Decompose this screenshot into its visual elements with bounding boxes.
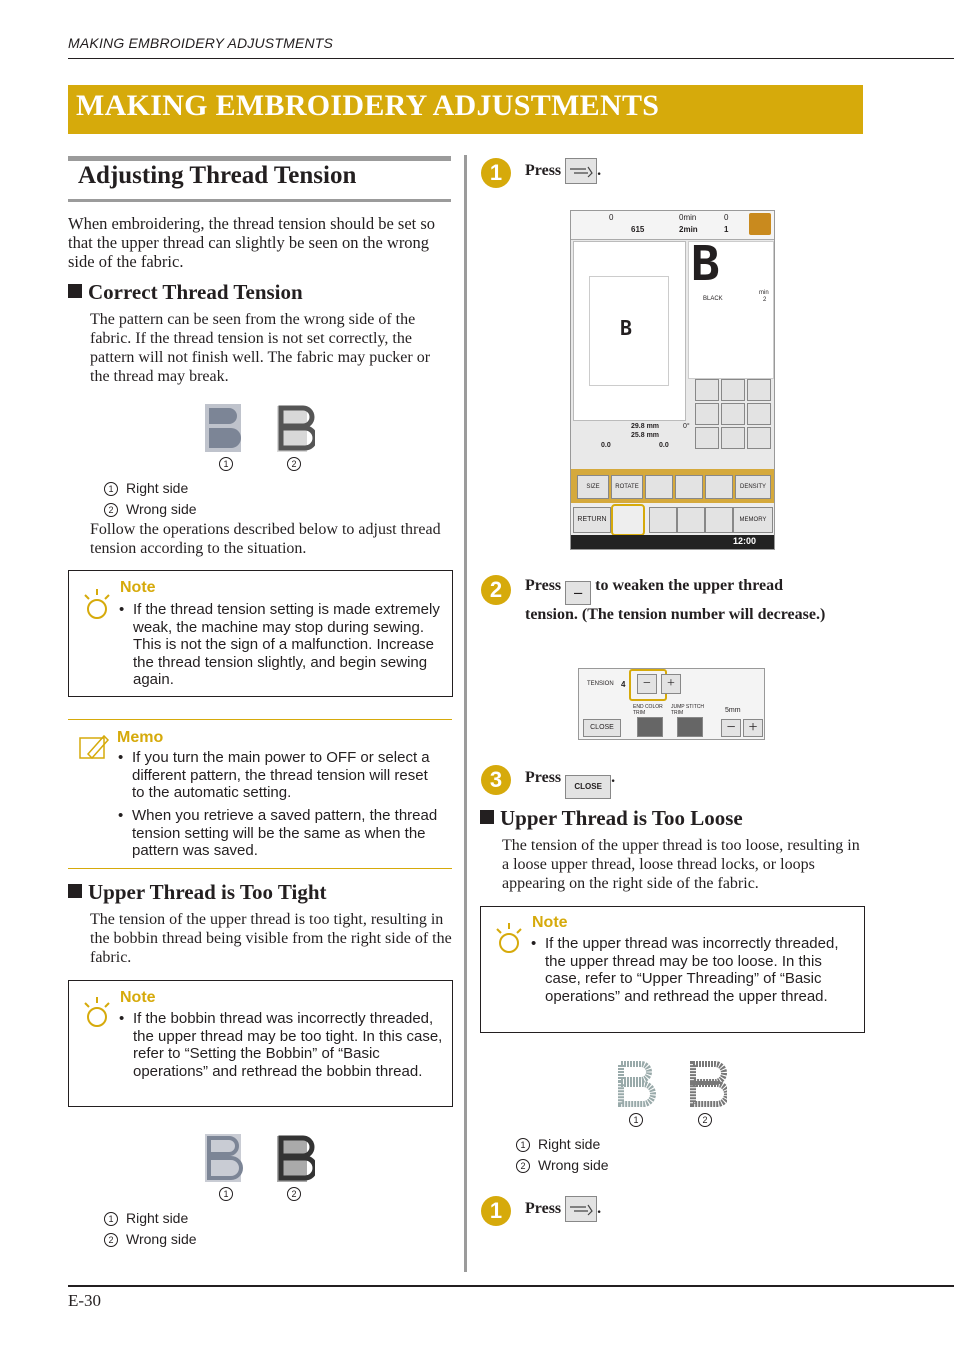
- tight-text: The tension of the upper thread is too tight, resulting in the bobbin thread being visible from the right side of the fabric.: [90, 911, 452, 966]
- move-arrow-pad: [695, 379, 771, 451]
- tension-panel: TENSION 4 − + END COLOR TRIM JUMP STITCH TRIM 5mm CLOSE − +: [578, 668, 765, 740]
- home-icon[interactable]: [749, 213, 771, 235]
- chapter-title: MAKING EMBROIDERY ADJUSTMENTS: [76, 89, 660, 122]
- screen-status-bar: 12:00: [571, 535, 774, 549]
- density-button[interactable]: DENSITY: [735, 475, 771, 499]
- caption-wrong-side: 2 Wrong side: [104, 501, 197, 517]
- step-1-text: Press .: [525, 158, 601, 184]
- end-color-trim-button[interactable]: [637, 717, 663, 737]
- tension-plus-button[interactable]: +: [661, 674, 681, 694]
- footer-rule: [68, 1285, 954, 1287]
- memo-rule-bottom: [68, 868, 452, 869]
- close-button[interactable]: CLOSE: [583, 719, 621, 737]
- note-title: Note: [532, 914, 568, 931]
- correct-text: The pattern can be seen from the wrong side of the fabric. If the thread tension is not set correctly, the pattern will not finish well. The fabric may pucker or the thread may break.: [90, 311, 431, 385]
- loose-heading: Upper Thread is Too Loose: [480, 806, 743, 831]
- arrow-up-button[interactable]: [721, 379, 745, 401]
- note-text: • If the upper thread was incorrectly threaded, the upper thread may be too loose. In this case, refer to “Upper Threading” of “Basic operations” and rethread the upper thread.: [531, 935, 839, 1005]
- caption-right-side: 1 Right side: [104, 480, 188, 496]
- scissors-icon: [566, 1197, 596, 1221]
- pattern-info-panel: B BLACK min 2: [688, 241, 774, 379]
- thread-tension-key[interactable]: [565, 158, 597, 184]
- step-number-1: 1: [481, 158, 511, 188]
- memory-button[interactable]: MEMORY: [733, 507, 773, 533]
- pattern-preview: B: [620, 316, 633, 340]
- function-button-row: [571, 503, 774, 535]
- arrow-downright-button[interactable]: [747, 427, 771, 449]
- pattern-thumbnail: B: [691, 236, 720, 292]
- step-2-text: Press – to weaken the upper thread: [525, 575, 855, 605]
- caption-wrong-side: 2 Wrong side: [516, 1157, 609, 1173]
- lightbulb-icon: [83, 589, 111, 623]
- rotate-button[interactable]: ROTATE: [611, 475, 643, 499]
- loose-text: The tension of the upper thread is too loose, resulting in a loose upper thread, loose thread locks, or loops appearing on the right side of the fabric.: [502, 837, 860, 892]
- tight-sample-images: [203, 1132, 315, 1189]
- tension-minus-button[interactable]: −: [637, 674, 657, 694]
- step-2-text-cont: tension. (The tension number will decrease.): [525, 606, 826, 623]
- follow-text: Follow the operations described below to adjust thread tension according to the situation.: [90, 521, 441, 557]
- loose-sample-images: [615, 1058, 727, 1115]
- intro-paragraph: When embroidering, the thread tension should be set so that the upper thread can slightly be seen on the wrong side of the fabric.: [68, 214, 436, 271]
- center-button[interactable]: [721, 403, 745, 425]
- callout-1: 1: [219, 1185, 241, 1203]
- tension-key-highlight[interactable]: [611, 504, 645, 536]
- arrow-upright-button[interactable]: [747, 379, 771, 401]
- correct-sample-images: [203, 402, 315, 459]
- note-box: [68, 570, 453, 697]
- trim-minus-button[interactable]: −: [721, 719, 741, 737]
- close-key[interactable]: CLOSE: [565, 775, 611, 799]
- header-rule: [68, 58, 954, 59]
- trial-button[interactable]: [677, 507, 705, 533]
- thread-tension-key[interactable]: [565, 1196, 597, 1222]
- running-header: MAKING EMBROIDERY ADJUSTMENTS: [68, 35, 334, 51]
- caption-right-side: 1 Right side: [516, 1136, 600, 1152]
- note-box: [480, 906, 865, 1033]
- arrow-down-button[interactable]: [721, 427, 745, 449]
- column-divider: [464, 155, 467, 1272]
- size-button[interactable]: SIZE: [577, 475, 609, 499]
- screen-top-bar: 0 615 0min 2min 0 1: [571, 211, 774, 240]
- embroidery-frame-area: [573, 241, 686, 421]
- callout-1: 1: [629, 1111, 651, 1129]
- step-3-text: Press CLOSE.: [525, 769, 615, 799]
- arrow-left-button[interactable]: [695, 403, 719, 425]
- note-text: • If the thread tension setting is made extremely weak, the machine may stop during sewing. This is not the sign of a malfunction. Increase the thread tension slightly, and begin sewing again.: [119, 601, 440, 688]
- callout-1: 1: [219, 455, 241, 473]
- caption-wrong-side: 2 Wrong side: [104, 1231, 197, 1247]
- needle-button[interactable]: [649, 507, 677, 533]
- return-button[interactable]: RETURN: [573, 507, 611, 533]
- step-number-2: 2: [481, 575, 511, 605]
- note-title: Note: [120, 989, 156, 1006]
- tight-heading: Upper Thread is Too Tight: [68, 880, 327, 905]
- border-button[interactable]: [675, 475, 703, 499]
- memo-item-2: • When you retrieve a saved pattern, the thread tension setting will be the same as when the pattern was saved.: [118, 807, 438, 859]
- memo-box: [68, 728, 452, 868]
- lightbulb-icon: [83, 997, 111, 1031]
- chapter-banner: [68, 85, 863, 134]
- machine-screen: 0 615 0min 2min 0 1 B B BLACK min 2 29.8 mm 25.8 mm 0° 0.0 0.0 SIZE ROTATE DENSITY RETURN MEMORY 12:00: [570, 210, 775, 550]
- trim-plus-button[interactable]: +: [743, 719, 763, 737]
- memo-title: Memo: [117, 729, 164, 746]
- edit-button-row: [571, 469, 774, 503]
- arrow-upleft-button[interactable]: [695, 379, 719, 401]
- pencil-icon: [78, 732, 110, 760]
- callout-2: 2: [698, 1111, 720, 1129]
- mirror-button[interactable]: [645, 475, 673, 499]
- thread-sample-graphic: [203, 1132, 315, 1184]
- scissors-icon: [566, 159, 596, 183]
- correct-heading: Correct Thread Tension: [68, 280, 303, 305]
- note-title: Note: [120, 579, 156, 596]
- thread-sample-graphic: [203, 402, 315, 454]
- note-text: • If the bobbin thread was incorrectly threaded, the upper thread may be too tight. In this case, refer to “Setting the Bobbin” of “Basic operations” and rethread the bobbin thread.: [119, 1010, 443, 1080]
- section-title: Adjusting Thread Tension: [78, 162, 357, 189]
- arrow-downleft-button[interactable]: [695, 427, 719, 449]
- callout-2: 2: [287, 1185, 309, 1203]
- step-number-1: 1: [481, 1196, 511, 1226]
- arrow-right-button[interactable]: [747, 403, 771, 425]
- memo-item-1: • If you turn the main power to OFF or select a different pattern, the thread tension will reset to the automatic setting.: [118, 749, 430, 801]
- lightbulb-icon: [495, 923, 523, 957]
- page-number: E-30: [68, 1291, 102, 1310]
- step-4-text: Press .: [525, 1196, 601, 1222]
- thread-sample-graphic: [615, 1058, 727, 1110]
- caption-right-side: 1 Right side: [104, 1210, 188, 1226]
- callout-2: 2: [287, 455, 309, 473]
- jump-stitch-trim-button[interactable]: [677, 717, 703, 737]
- step-number-3: 3: [481, 765, 511, 795]
- memo-rule-top: [68, 719, 452, 720]
- minus-key[interactable]: –: [565, 581, 591, 605]
- section-title-block: [68, 156, 451, 202]
- note-box: [68, 980, 453, 1107]
- frame-button[interactable]: [705, 507, 733, 533]
- thread-color-button[interactable]: [705, 475, 733, 499]
